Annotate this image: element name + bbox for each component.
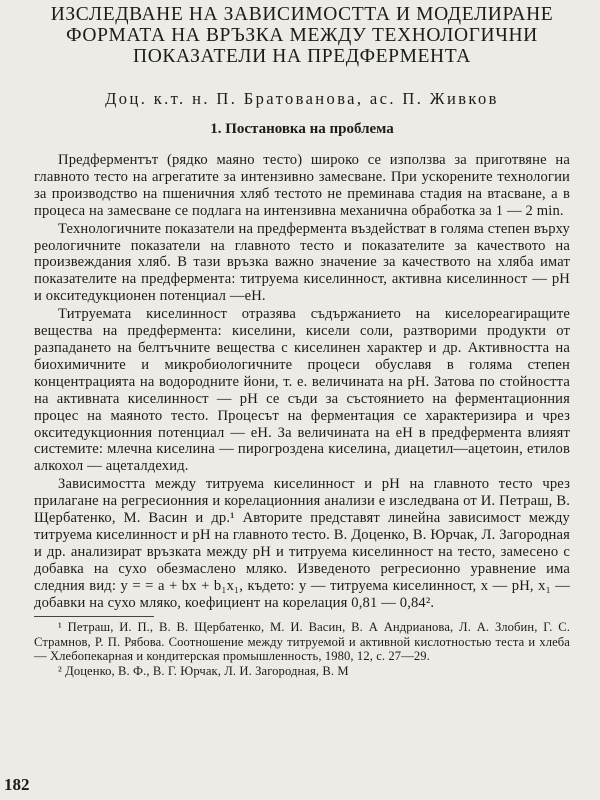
- body-text: [34, 152, 570, 611]
- paragraph: Технологичните показатели на предфермента въздействат в голяма степен върху реологичните показатели на главното тесто и показателите за качеството на произвеждания хляб. В тази връзка важно значение за качеството на хляба имат показателите на предфермента: титруема киселинност, активна киселинност — pH и окситедукционен потенциал —eH.: [34, 220, 570, 305]
- title-line: ФОРМАТА НА ВРЪЗКА МЕЖДУ ТЕХНОЛОГИЧНИ: [66, 25, 538, 46]
- paragraph: Титруемата киселинност отразява съдържанието на киселореагиращите вещества на предфермента: киселини, кисели соли, разтворими продукти от разпадането на белтъчните вещества с киселинен характер и др. Активността на биохимичните и микробиологичните процеси обуславя в голяма степен концентрацията на водородните йони, т. е. величината на pH. Затова по стойността на активната киселинност — pH се съди за състоянието на ферментационния процес на маяното тесто. Процесът на ферментация се характеризира и чрез окситедукционния потенциал — eH. За величината на eH в предфермента влияят системите: млечна киселина — пирогроздена киселина, диацетил—ацетоин, етилов алкохол — ацеталдехид.: [34, 306, 570, 475]
- footnote: ¹ Петраш, И. П., В. В. Щербатенко, М. И. Васин, В. А Андрианова, Л. А. Злобин, Г. С. Страмнов, Р. П. Рябова. Соотношение между титруемой и активной кислотностью теста и хлеба — Хлебопекарная и кондитерская промышленность, 1980, 12, с. 27—29.: [34, 620, 570, 664]
- paper-title: [34, 0, 570, 67]
- footnote-divider: [34, 616, 154, 617]
- author-line: Доц. к.т. н. П. Братованова, ас. П. Живков: [105, 89, 499, 108]
- page-number: 182: [4, 775, 30, 794]
- section-heading: 1. Постановка на проблема: [210, 121, 394, 137]
- title-line: ИЗСЛЕДВАНЕ НА ЗАВИСИМОСТТА И МОДЕЛИРАНЕ: [50, 4, 554, 25]
- paragraph: Зависимостта между титруема киселинност и pH на главното тесто чрез прилагане на регресионния и корелационния анализи е изследвана от И. Петраш, В. Щербатенко, М. Васин и др.¹ Авторите представят линейна зависимост между титруема киселинност и pH на главното тесто. В. Доценко, В. Юрчак, Л. Загородная и др. анализират връзката между pH и титруема киселинност на тесто, замесено с добавка на сухо обезмаслено мляко. Изведеното регресионно уравнение има следния вид: y = = a + bx + b₁x₁, където: y — титруема киселинност, x — pH, x₁ — добавки на сухо мляко, коефициент на корелация 0,81 — 0,84².: [34, 476, 570, 611]
- footnote: ² Доценко, В. Ф., В. Г. Юрчак, Л. И. Загородная, В. М: [58, 663, 349, 678]
- paragraph: Предферментът (рядко маяно тесто) широко се използва за приготвяне на главното тесто на агрегатите за интензивно замесване. При ускорените технологии за производство на пшеничния хляб тестото не преминава стадия на втасване, а в процеса на замесване се подлага на интензивна механична обработка за 1 — 2 min.: [34, 152, 570, 219]
- footnotes: [34, 620, 570, 678]
- title-line: ПОКАЗАТЕЛИ НА ПРЕДФЕРМЕНТА: [133, 46, 471, 67]
